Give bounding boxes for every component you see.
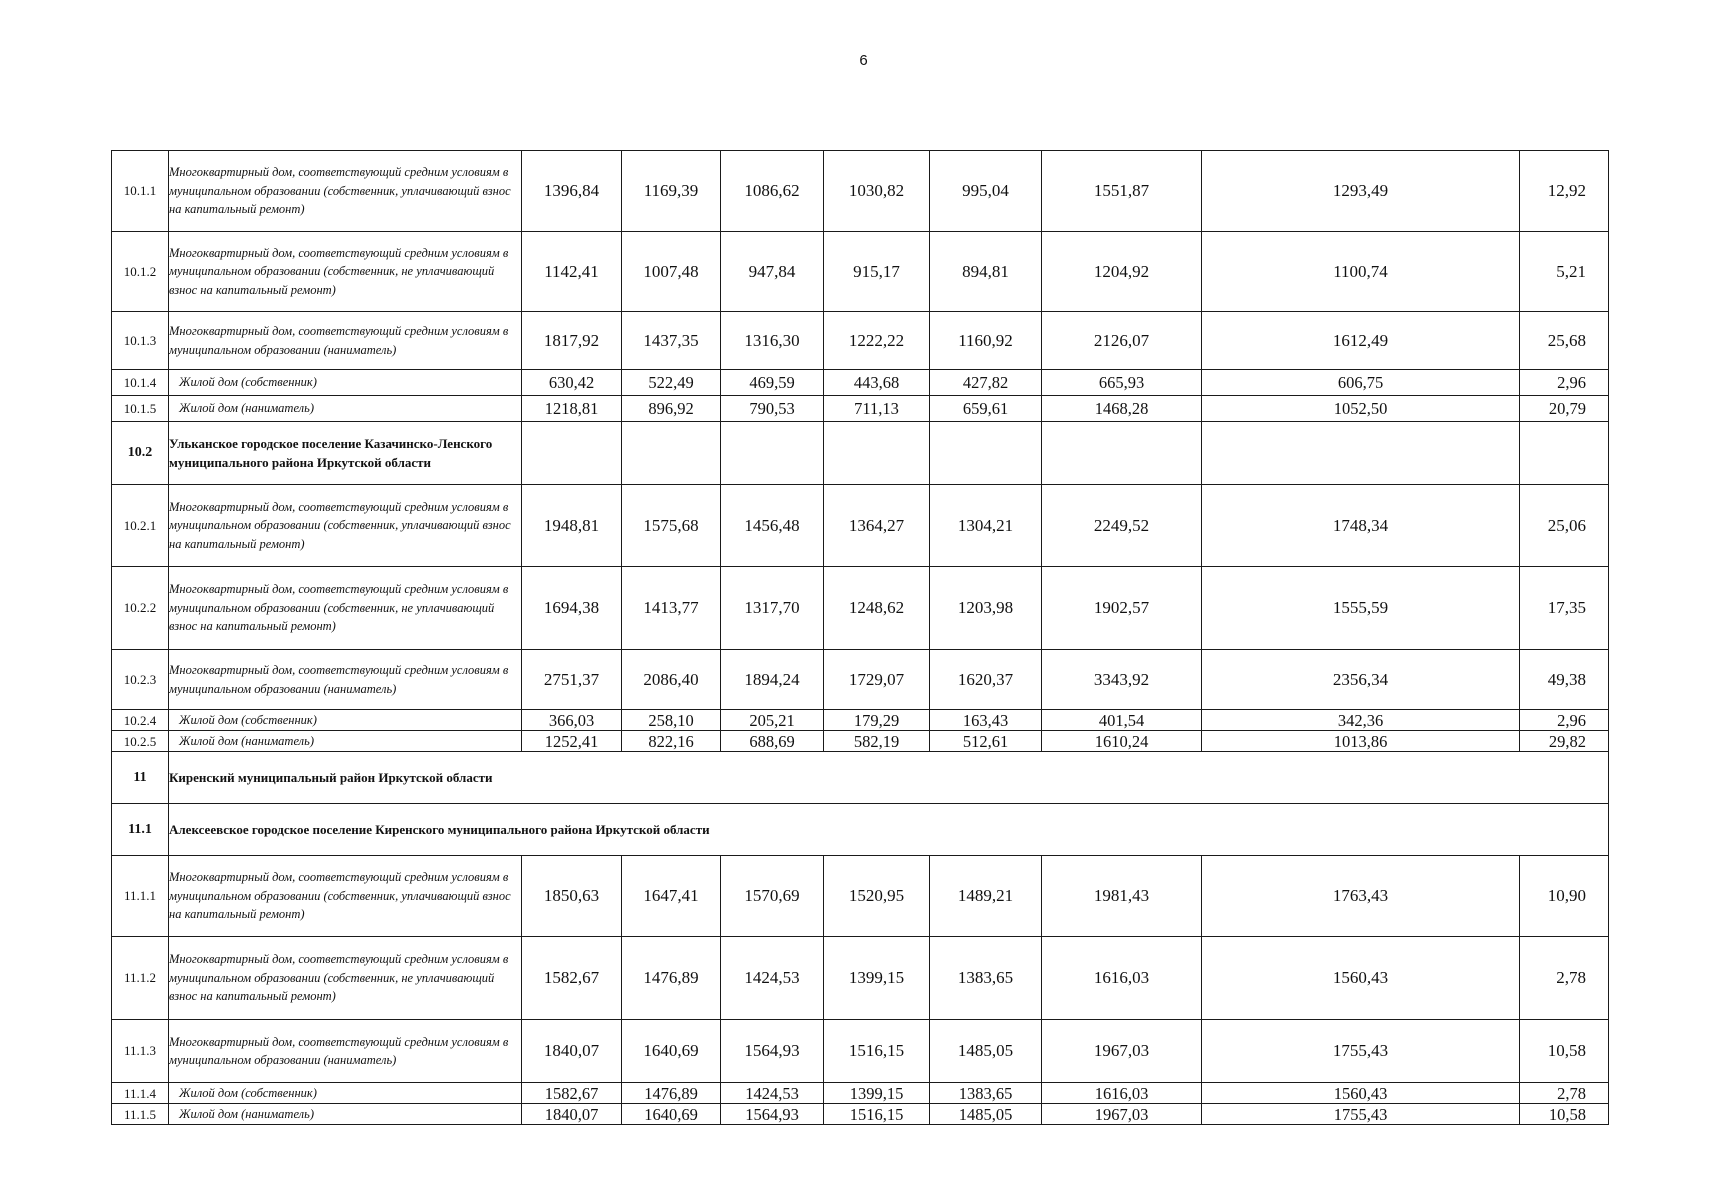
value-cell [1520, 422, 1609, 485]
value-cell: 1248,62 [824, 567, 930, 650]
value-cell: 1516,15 [824, 1104, 930, 1125]
value-cell: 1894,24 [721, 650, 824, 710]
table-row [112, 731, 1609, 752]
value-cell: 20,79 [1520, 396, 1609, 422]
value-cell: 2,96 [1520, 710, 1609, 731]
value-cell: 1485,05 [930, 1020, 1042, 1083]
value-cell: 1902,57 [1042, 567, 1202, 650]
row-code: 10.1.2 [112, 232, 169, 312]
value-cell: 1560,43 [1202, 937, 1520, 1020]
value-cell: 1100,74 [1202, 232, 1520, 312]
row-description: Многоквартирный дом, соответствующий средним условиям в муниципальном образовании (собственник, уплачивающий взнос на капитальный ремонт) [169, 485, 522, 567]
value-cell: 2751,37 [522, 650, 622, 710]
value-cell: 688,69 [721, 731, 824, 752]
value-cell: 1399,15 [824, 1083, 930, 1104]
value-cell: 1840,07 [522, 1020, 622, 1083]
value-cell: 1640,69 [622, 1020, 721, 1083]
value-cell: 1304,21 [930, 485, 1042, 567]
page-number: 6 [859, 52, 868, 69]
value-cell: 1052,50 [1202, 396, 1520, 422]
value-cell: 1817,92 [522, 312, 622, 370]
value-cell: 163,43 [930, 710, 1042, 731]
value-cell: 1489,21 [930, 856, 1042, 937]
section-heading: Алексеевское городское поселение Киренского муниципального района Иркутской области [169, 804, 1609, 856]
table-row [112, 567, 1609, 650]
row-description: Жилой дом (собственник) [169, 1083, 522, 1104]
value-cell: 947,84 [721, 232, 824, 312]
value-cell: 630,42 [522, 370, 622, 396]
value-cell: 1948,81 [522, 485, 622, 567]
value-cell: 1570,69 [721, 856, 824, 937]
value-cell [1042, 422, 1202, 485]
value-cell: 522,49 [622, 370, 721, 396]
value-cell: 1468,28 [1042, 396, 1202, 422]
value-cell: 1476,89 [622, 937, 721, 1020]
value-cell: 1413,77 [622, 567, 721, 650]
row-code: 10.2 [112, 422, 169, 485]
value-cell: 1620,37 [930, 650, 1042, 710]
value-cell [721, 422, 824, 485]
value-cell: 711,13 [824, 396, 930, 422]
value-cell: 2086,40 [622, 650, 721, 710]
value-cell: 1396,84 [522, 151, 622, 232]
value-cell: 1564,93 [721, 1020, 824, 1083]
value-cell: 1013,86 [1202, 731, 1520, 752]
value-cell: 1520,95 [824, 856, 930, 937]
value-cell: 1551,87 [1042, 151, 1202, 232]
value-cell: 1424,53 [721, 1083, 824, 1104]
value-cell: 1086,62 [721, 151, 824, 232]
value-cell: 606,75 [1202, 370, 1520, 396]
row-code: 10.2.5 [112, 731, 169, 752]
table-row [112, 752, 1609, 804]
value-cell: 1204,92 [1042, 232, 1202, 312]
value-cell: 1169,39 [622, 151, 721, 232]
section-heading: Ульканское городское поселение Казачинско-Ленского муниципального района Иркутской области [169, 422, 522, 485]
value-cell: 1575,68 [622, 485, 721, 567]
row-description: Многоквартирный дом, соответствующий средним условиям в муниципальном образовании (наниматель) [169, 312, 522, 370]
table-row [112, 1104, 1609, 1125]
value-cell: 1967,03 [1042, 1020, 1202, 1083]
value-cell: 1252,41 [522, 731, 622, 752]
value-cell: 10,90 [1520, 856, 1609, 937]
value-cell: 49,38 [1520, 650, 1609, 710]
value-cell: 342,36 [1202, 710, 1520, 731]
value-cell: 401,54 [1042, 710, 1202, 731]
value-cell: 512,61 [930, 731, 1042, 752]
value-cell: 2126,07 [1042, 312, 1202, 370]
value-cell [824, 422, 930, 485]
value-cell: 2249,52 [1042, 485, 1202, 567]
row-description: Многоквартирный дом, соответствующий средним условиям в муниципальном образовании (собственник, не уплачивающий взнос на капитальный ремонт) [169, 937, 522, 1020]
value-cell: 1748,34 [1202, 485, 1520, 567]
value-cell: 1850,63 [522, 856, 622, 937]
value-cell: 1616,03 [1042, 1083, 1202, 1104]
value-cell: 1694,38 [522, 567, 622, 650]
row-description: Многоквартирный дом, соответствующий средним условиям в муниципальном образовании (собственник, не уплачивающий взнос на капитальный ремонт) [169, 232, 522, 312]
value-cell: 1030,82 [824, 151, 930, 232]
value-cell: 1383,65 [930, 937, 1042, 1020]
value-cell: 366,03 [522, 710, 622, 731]
table-row [112, 1083, 1609, 1104]
value-cell: 1840,07 [522, 1104, 622, 1125]
value-cell: 995,04 [930, 151, 1042, 232]
row-code: 10.1.1 [112, 151, 169, 232]
value-cell: 25,68 [1520, 312, 1609, 370]
value-cell: 1456,48 [721, 485, 824, 567]
value-cell: 822,16 [622, 731, 721, 752]
value-cell: 258,10 [622, 710, 721, 731]
value-cell: 894,81 [930, 232, 1042, 312]
value-cell: 1222,22 [824, 312, 930, 370]
row-description: Многоквартирный дом, соответствующий средним условиям в муниципальном образовании (наниматель) [169, 650, 522, 710]
row-code: 11.1 [112, 804, 169, 856]
value-cell: 582,19 [824, 731, 930, 752]
row-code: 11 [112, 752, 169, 804]
row-description: Многоквартирный дом, соответствующий средним условиям в муниципальном образовании (собственник, уплачивающий взнос на капитальный ремонт) [169, 856, 522, 937]
value-cell: 1399,15 [824, 937, 930, 1020]
value-cell: 3343,92 [1042, 650, 1202, 710]
value-cell: 915,17 [824, 232, 930, 312]
value-cell: 469,59 [721, 370, 824, 396]
table-row [112, 937, 1609, 1020]
value-cell: 665,93 [1042, 370, 1202, 396]
value-cell: 1560,43 [1202, 1083, 1520, 1104]
table-row [112, 370, 1609, 396]
value-cell: 1755,43 [1202, 1020, 1520, 1083]
row-description: Жилой дом (собственник) [169, 710, 522, 731]
value-cell: 1316,30 [721, 312, 824, 370]
value-cell: 2356,34 [1202, 650, 1520, 710]
value-cell: 1647,41 [622, 856, 721, 937]
table-row [112, 650, 1609, 710]
value-cell: 1293,49 [1202, 151, 1520, 232]
table-row [112, 396, 1609, 422]
value-cell: 1317,70 [721, 567, 824, 650]
tariff-table [111, 150, 1609, 1125]
value-cell: 1582,67 [522, 937, 622, 1020]
value-cell: 1437,35 [622, 312, 721, 370]
value-cell: 1763,43 [1202, 856, 1520, 937]
value-cell: 1142,41 [522, 232, 622, 312]
row-code: 11.1.4 [112, 1083, 169, 1104]
row-code: 11.1.2 [112, 937, 169, 1020]
row-description: Жилой дом (наниматель) [169, 396, 522, 422]
row-code: 10.2.3 [112, 650, 169, 710]
value-cell: 179,29 [824, 710, 930, 731]
section-heading: Киренский муниципальный район Иркутской области [169, 752, 1609, 804]
row-description: Многоквартирный дом, соответствующий средним условиям в муниципальном образовании (наниматель) [169, 1020, 522, 1083]
table-row [112, 422, 1609, 485]
table-row [112, 856, 1609, 937]
value-cell: 1364,27 [824, 485, 930, 567]
value-cell: 1729,07 [824, 650, 930, 710]
table-row [112, 710, 1609, 731]
row-code: 10.2.4 [112, 710, 169, 731]
value-cell: 2,96 [1520, 370, 1609, 396]
value-cell: 29,82 [1520, 731, 1609, 752]
row-description: Жилой дом (наниматель) [169, 1104, 522, 1125]
table-row [112, 485, 1609, 567]
value-cell: 427,82 [930, 370, 1042, 396]
value-cell: 5,21 [1520, 232, 1609, 312]
value-cell: 1476,89 [622, 1083, 721, 1104]
value-cell: 10,58 [1520, 1104, 1609, 1125]
value-cell: 10,58 [1520, 1020, 1609, 1083]
table-row [112, 804, 1609, 856]
value-cell: 1612,49 [1202, 312, 1520, 370]
value-cell [622, 422, 721, 485]
row-description: Жилой дом (собственник) [169, 370, 522, 396]
value-cell: 443,68 [824, 370, 930, 396]
value-cell: 17,35 [1520, 567, 1609, 650]
table-row [112, 1020, 1609, 1083]
table-row [112, 232, 1609, 312]
value-cell: 1383,65 [930, 1083, 1042, 1104]
value-cell: 2,78 [1520, 937, 1609, 1020]
value-cell: 1981,43 [1042, 856, 1202, 937]
value-cell: 1555,59 [1202, 567, 1520, 650]
value-cell: 1203,98 [930, 567, 1042, 650]
value-cell: 1007,48 [622, 232, 721, 312]
value-cell: 1967,03 [1042, 1104, 1202, 1125]
value-cell: 1516,15 [824, 1020, 930, 1083]
row-code: 10.2.2 [112, 567, 169, 650]
value-cell: 205,21 [721, 710, 824, 731]
row-code: 10.1.5 [112, 396, 169, 422]
value-cell: 12,92 [1520, 151, 1609, 232]
value-cell: 896,92 [622, 396, 721, 422]
row-description: Многоквартирный дом, соответствующий средним условиям в муниципальном образовании (собственник, уплачивающий взнос на капитальный ремонт) [169, 151, 522, 232]
value-cell [930, 422, 1042, 485]
table-row [112, 151, 1609, 232]
value-cell [1202, 422, 1520, 485]
value-cell: 1218,81 [522, 396, 622, 422]
value-cell: 1160,92 [930, 312, 1042, 370]
row-description: Жилой дом (наниматель) [169, 731, 522, 752]
value-cell [522, 422, 622, 485]
row-code: 11.1.3 [112, 1020, 169, 1083]
row-description: Многоквартирный дом, соответствующий средним условиям в муниципальном образовании (собственник, не уплачивающий взнос на капитальный ремонт) [169, 567, 522, 650]
table-row [112, 312, 1609, 370]
row-code: 10.1.3 [112, 312, 169, 370]
row-code: 11.1.5 [112, 1104, 169, 1125]
row-code: 10.2.1 [112, 485, 169, 567]
value-cell: 659,61 [930, 396, 1042, 422]
value-cell: 1485,05 [930, 1104, 1042, 1125]
value-cell: 25,06 [1520, 485, 1609, 567]
row-code: 11.1.1 [112, 856, 169, 937]
value-cell: 1640,69 [622, 1104, 721, 1125]
value-cell: 1582,67 [522, 1083, 622, 1104]
value-cell: 790,53 [721, 396, 824, 422]
value-cell: 1755,43 [1202, 1104, 1520, 1125]
value-cell: 1424,53 [721, 937, 824, 1020]
value-cell: 1564,93 [721, 1104, 824, 1125]
value-cell: 1616,03 [1042, 937, 1202, 1020]
value-cell: 1610,24 [1042, 731, 1202, 752]
value-cell: 2,78 [1520, 1083, 1609, 1104]
row-code: 10.1.4 [112, 370, 169, 396]
